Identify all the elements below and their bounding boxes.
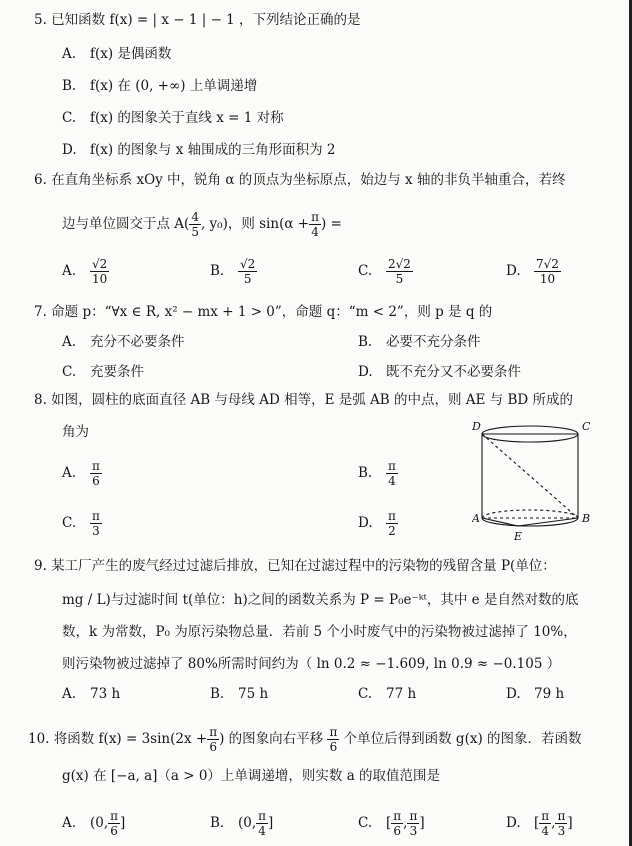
q9-option-b[interactable]: B. 75 h [210, 686, 269, 702]
segment-eb [518, 518, 578, 526]
q5-option-b[interactable]: B. f(x) 在 (0, +∞) 上单调递增 [62, 78, 258, 94]
q9-line1: 9. 某工厂产生的废气经过过滤后排放，已知在过滤过程中的污染物的残留含量 P(单位： [34, 558, 556, 574]
q8-option-b[interactable]: B. $\frac{\pi}{4}$ [358, 459, 396, 488]
q6-option-a[interactable]: A. $\frac{√2}{10}$ [62, 257, 108, 286]
q8-option-d[interactable]: D. $\frac{\pi}{2}$ [358, 509, 396, 538]
q9-option-a[interactable]: A. 73 h [62, 686, 121, 702]
q10-line1: 10. 将函数 f(x) = 3sin(2x + $\frac{\pi}{6}$ ) 的图象向右平移 $\frac{\pi}{6}$ 个单位后得到函数 g(x) 的图象．若函数 [28, 725, 582, 754]
q7-option-c[interactable]: C. 充要条件 [62, 364, 144, 380]
label-a: A [472, 512, 480, 525]
q8-stem-line1: 8. 如图，圆柱的底面直径 AB 与母线 AD 相等，E 是弧 AB 的中点，则 AE 与 BD 所成的 [34, 392, 573, 408]
q5-option-d[interactable]: D. f(x) 的图象与 x 轴围成的三角形面积为 2 [62, 142, 336, 158]
q10-option-a[interactable]: A. (0, $\frac{\pi}{6}$ ] [62, 809, 126, 838]
q10-option-c[interactable]: C. [ $\frac{\pi}{6}$ , $\frac{\pi}{3}$ ] [358, 809, 425, 838]
q6-point-fraction: $\frac{4}{5}$ [191, 210, 199, 239]
q5-stem: 5. 已知函数 f(x) = | x − 1 | − 1 ，下列结论正确的是 [34, 12, 361, 28]
label-b: B [582, 512, 591, 525]
q7-option-d[interactable]: D. 既不充分又不必要条件 [358, 364, 521, 380]
q5-option-a[interactable]: A. f(x) 是偶函数 [62, 46, 172, 62]
q6-pi-fraction: $\frac{\pi}{4}$ [311, 210, 319, 239]
q9-option-c[interactable]: C. 77 h [358, 686, 417, 702]
q9-line2: mg / L)与过滤时间 t(单位：h)之间的函数关系为 P = P₀e⁻ᵏᵗ，其中 e 是自然对数的底 [62, 592, 579, 608]
label-e: E [514, 530, 523, 543]
q9-line3: 数，k 为常数，P₀ 为原污染物总量．若前 5 个小时废气中的污染物被过滤掉了 10%， [62, 624, 577, 640]
q7-option-b[interactable]: B. 必要不充分条件 [358, 334, 481, 350]
q6-option-d[interactable]: D. $\frac{7√2}{10}$ [506, 257, 559, 286]
q10-line2: g(x) 在 [−a, a]（a > 0）上单调递增，则实数 a 的取值范围是 [62, 768, 441, 784]
q6-stem-line1: 6. 在直角坐标系 xOy 中，锐角 α 的顶点为坐标原点，始边与 x 轴的非负半轴重合，若终 [34, 172, 566, 188]
q8-stem-line2: 角为 [62, 424, 89, 440]
q6-stem-line2: 边与单位圆交于点 A( $\frac{4}{5}$ , y₀)，则 sin(α + $\frac{\pi}{4}$ ) = [62, 210, 342, 239]
q10-frac2: $\frac{\pi}{6}$ [329, 725, 338, 754]
q10-frac1: $\frac{\pi}{6}$ [209, 725, 218, 754]
cylinder-bottom-back-arc [482, 510, 578, 518]
q8-option-a[interactable]: A. $\frac{\pi}{6}$ [62, 459, 100, 488]
q7-stem: 7. 命题 p：“∀x ∈ R, x² − mx + 1 > 0”，命题 q：“m < 2”，则 p 是 q 的 [34, 304, 493, 320]
label-c: C [582, 420, 591, 433]
label-d: D [472, 420, 481, 433]
cylinder-figure [472, 420, 602, 550]
q7-option-a[interactable]: A. 充分不必要条件 [62, 334, 185, 350]
q9-option-d[interactable]: D. 79 h [506, 686, 565, 702]
q6-option-b[interactable]: B. $\frac{√2}{5}$ [210, 257, 256, 286]
q10-option-b[interactable]: B. (0, $\frac{\pi}{4}$ ] [210, 809, 274, 838]
q9-line4: 则污染物被过滤掉了 80%所需时间约为（ ln 0.2 ≈ −1.609, ln 0.9 ≈ −0.105 ） [62, 656, 561, 672]
q8-option-c[interactable]: C. $\frac{\pi}{3}$ [62, 509, 100, 538]
q10-option-d[interactable]: D. [ $\frac{\pi}{4}$ , $\frac{\pi}{3}$ ] [506, 809, 573, 838]
segment-bd [482, 434, 578, 518]
q5-option-c[interactable]: C. f(x) 的图象关于直线 x = 1 对称 [62, 110, 284, 126]
q6-option-c[interactable]: C. $\frac{2√2}{5}$ [358, 257, 411, 286]
